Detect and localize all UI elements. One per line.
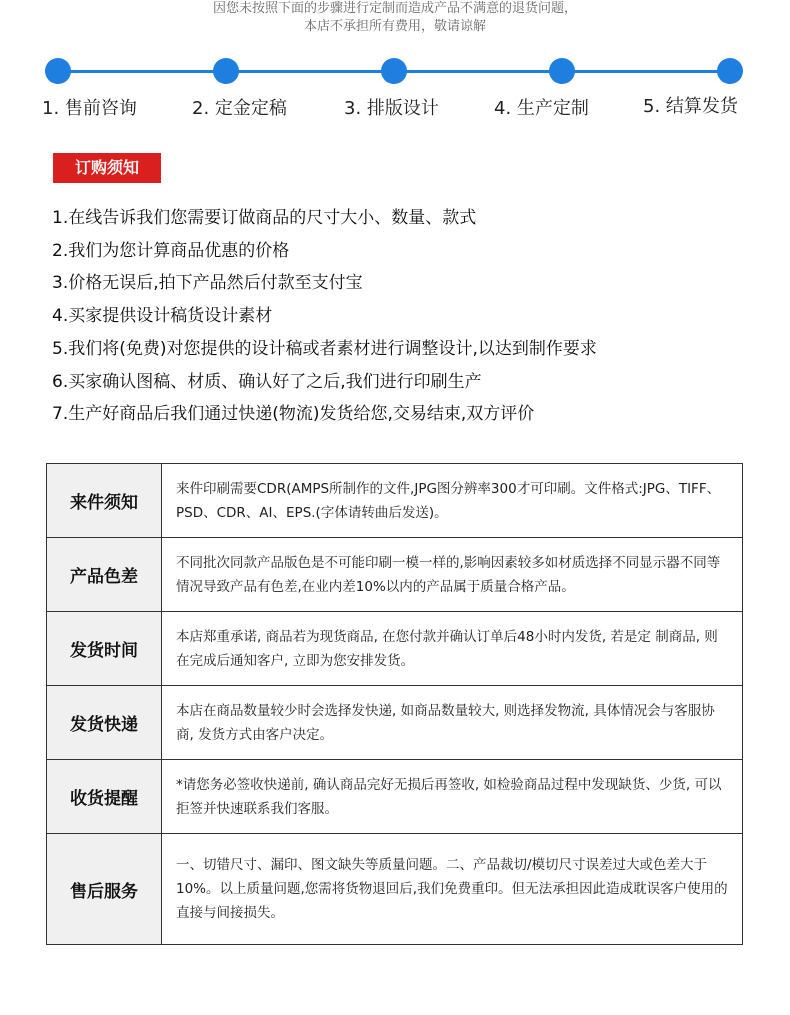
row-text: 来件印刷需要CDR(AMPS所制作的文件,JPG图分辨率300才可印刷。文件格式:JPG、TIFF、PSD、CDR、AI、EPS.(字体请转曲后发送)。: [162, 464, 743, 538]
row-label: 售后服务: [47, 834, 162, 945]
row-label: 发货快递: [47, 686, 162, 760]
table-row: [47, 612, 743, 686]
timeline-dot-2: [213, 58, 239, 84]
table-row: [47, 686, 743, 760]
row-text: 一、切错尺寸、漏印、图文缺失等质量问题。二、产品裁切/模切尺寸误差过大或色差大于10%。以上质量问题,您需将货物退回后,我们免费重印。但无法承担因此造成耽误客户使用的直接与间接损失。: [162, 834, 743, 945]
row-label: 来件须知: [47, 464, 162, 538]
order-notice-list: [52, 202, 597, 431]
timeline-dot-4: [549, 58, 575, 84]
row-text: 本店郑重承诺, 商品若为现货商品, 在您付款并确认订单后48小时内发货, 若是定 制商品, 则在完成后通知客户, 立即为您安排发货。: [162, 612, 743, 686]
row-text: 本店在商品数量较少时会选择发快递, 如商品数量较大, 则选择发物流, 具体情况会与客服协商, 发货方式由客户决定。: [162, 686, 743, 760]
rule-item: 1.在线告诉我们您需要订做商品的尺寸大小、数量、款式: [52, 208, 477, 228]
rule-item: 6.买家确认图稿、材质、确认好了之后,我们进行印刷生产: [52, 371, 482, 392]
step-label-3: 3. 排版设计: [344, 98, 439, 119]
row-label: 产品色差: [47, 538, 162, 612]
row-label: 收货提醒: [47, 760, 162, 834]
info-table: [46, 463, 743, 945]
rule-item: 7.生产好商品后我们通过快递(物流)发货给您,交易结束,双方评价: [52, 404, 535, 425]
rule-item: 2.我们为您计算商品优惠的价格: [52, 240, 290, 261]
step-label-1: 1. 售前咨询: [42, 98, 137, 119]
rule-item: 5.我们将(免费)对您提供的设计稿或者素材进行调整设计,以达到制作要求: [52, 338, 597, 359]
table-row: [47, 834, 743, 945]
step-label-2: 2. 定金定稿: [192, 98, 287, 119]
table-row: [47, 760, 743, 834]
row-text: *请您务必签收快递前, 确认商品完好无损后再签收, 如检验商品过程中发现缺货、少货, 可以拒签并快速联系我们客服。: [162, 760, 743, 834]
step-label-4: 4. 生产定制: [494, 98, 589, 119]
table-row: [47, 538, 743, 612]
timeline-dot-5: [717, 58, 743, 84]
step-label-5: 5. 结算发货: [643, 96, 738, 117]
table-row: [47, 464, 743, 538]
row-label: 发货时间: [47, 612, 162, 686]
timeline-dot-1: [45, 58, 71, 84]
rule-item: 4.买家提供设计稿货设计素材: [52, 306, 273, 327]
rule-item: 3.价格无误后,拍下产品然后付款至支付宝: [52, 273, 363, 294]
order-notice-title: 订购须知: [53, 153, 161, 183]
notice-line-2: 本店不承担所有费用，敬请谅解: [303, 19, 486, 34]
notice-line-1: 因您未按照下面的步骤进行定制而造成产品不满意的退货问题，: [212, 1, 577, 16]
row-text: 不同批次同款产品版色是不可能印刷一模一样的,影响因素较多如材质选择不同显示器不同等情况导致产品有色差,在业内差10%以内的产品属于质量合格产品。: [162, 538, 743, 612]
process-timeline: [0, 52, 790, 92]
timeline-dot-3: [381, 58, 407, 84]
